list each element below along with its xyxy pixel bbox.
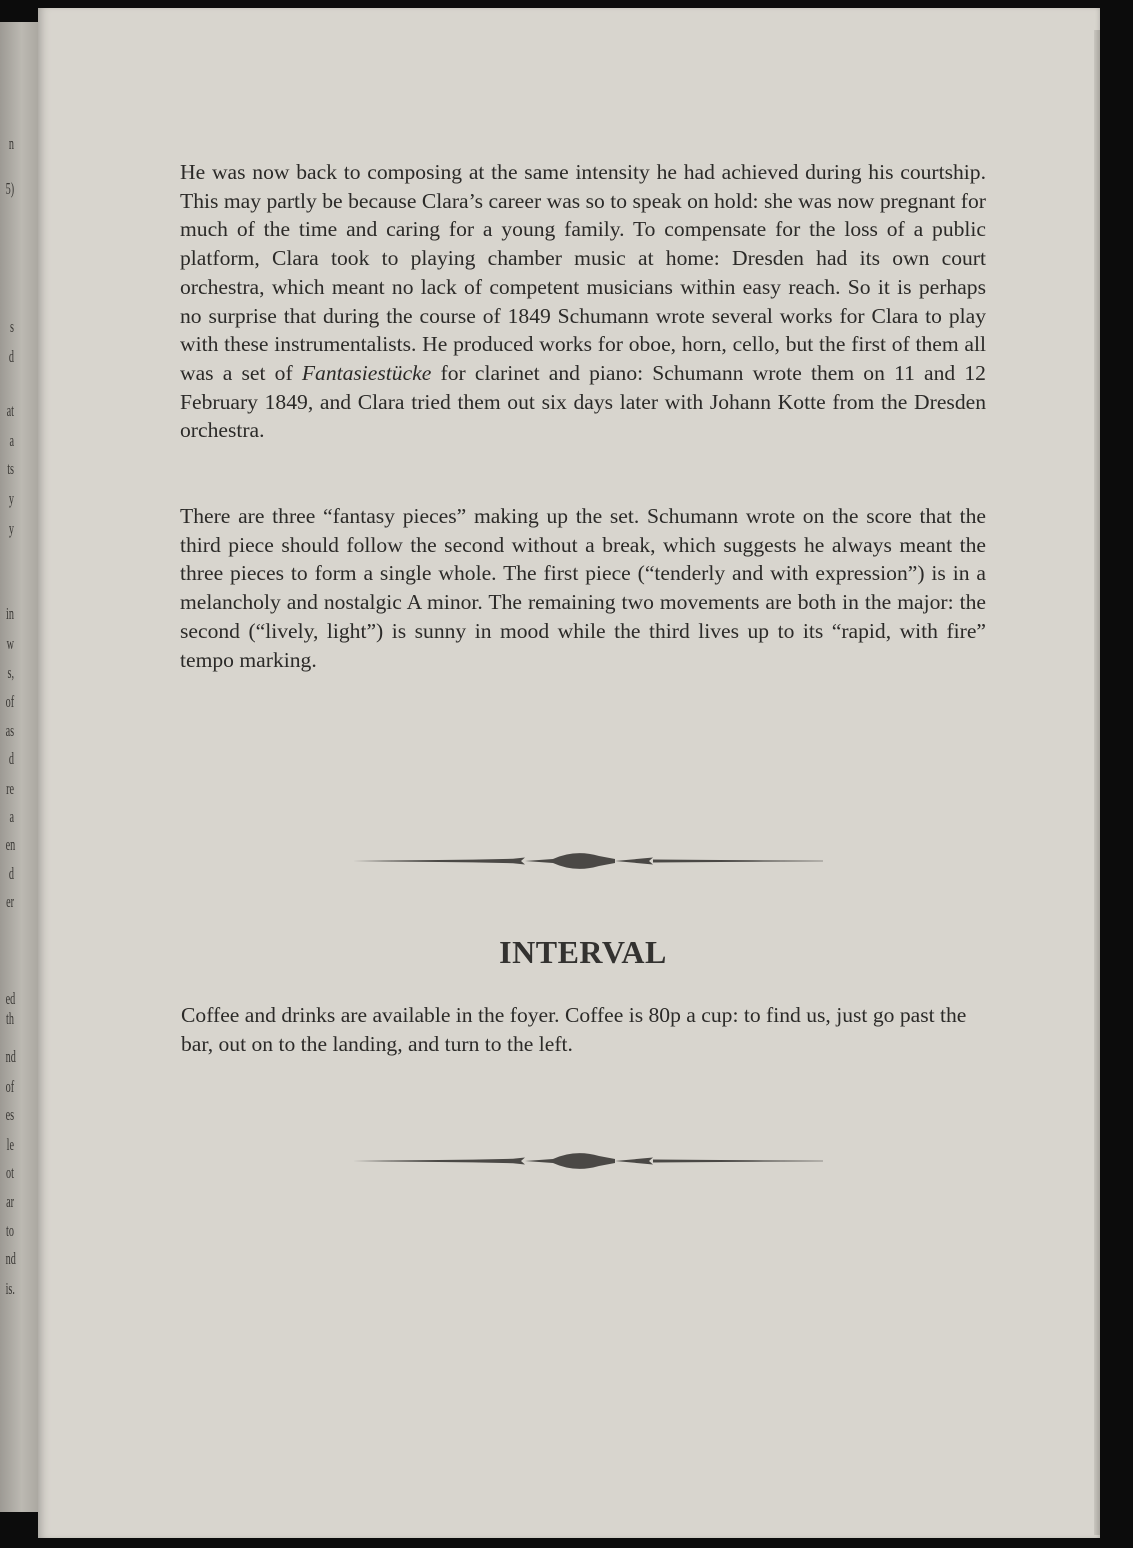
- previous-page-fragment: es: [5, 1105, 15, 1124]
- previous-page-fragment: re: [6, 779, 14, 798]
- previous-page-fragment: d: [8, 749, 14, 768]
- previous-page-fragment: ot: [6, 1163, 14, 1182]
- ornamental-divider-icon: [353, 846, 823, 876]
- previous-page-fragment: of: [5, 692, 15, 711]
- previous-page-fragment: of: [5, 1077, 15, 1096]
- previous-page-fragment: er: [6, 892, 14, 911]
- body-paragraph-2: There are three “fantasy pieces” making up the set. Schumann wrote on the score that the third piece should follow the second without a break, which suggests he always meant the three pieces to form a single whole. The first piece (“tenderly and with expression”) is in a melancholy and nostalgic A minor. The remaining two movements are both in the major: the second (“lively, light”) is sunny in mood while the third lives up to its “rapid, with fire” tempo marking.: [180, 504, 986, 672]
- previous-page-fragment: a: [9, 807, 14, 826]
- previous-page-fragment: nd: [5, 1249, 16, 1268]
- previous-page-fragment: w: [6, 634, 14, 653]
- previous-page-fragment: ed: [5, 989, 16, 1008]
- page-edge-shadow: [1094, 30, 1100, 1535]
- previous-page-fragment: nd: [5, 1047, 16, 1066]
- previous-page-fragment: ts: [7, 459, 14, 478]
- paragraph-1-text-end: for clarinet and piano: Schumann wrote them on 11 and 12 February 1849, and Clara tried them out six days later with Johann Kotte from the Dresden orchestra.: [180, 360, 986, 443]
- previous-page-fragment: as: [5, 721, 15, 740]
- previous-page-fragment: y: [8, 489, 14, 508]
- previous-page-fragment: d: [8, 347, 14, 366]
- previous-page-fragment: y: [8, 519, 14, 538]
- paragraph-1-text: He was now back to composing at the same intensity he had achieved during his courtship. This may partly be because Clara’s career was so to speak on hold: she was now pregnant for much of the time and caring for a young family. To compensate for the loss of a public platform, Clara took to playing chamber music at home: Dresden had its own court orchestra, which meant no lack of competent musicians within easy reach. So it is perhaps no surprise that during the course of 1849 Schumann wrote several works for Clara to play with these instrumentalists. He produced works for oboe, horn, cello, but the first of them all was a set of: [180, 160, 986, 385]
- previous-page-fragment: s,: [7, 663, 14, 682]
- previous-page-fragment: d: [8, 864, 14, 883]
- body-paragraph-1: [180, 158, 986, 445]
- previous-page-fragment: in: [6, 604, 14, 623]
- previous-page-fragment: ar: [6, 1192, 14, 1211]
- previous-page-fragment: at: [6, 401, 14, 420]
- previous-page-fragment: le: [6, 1135, 14, 1154]
- previous-page-fragment: en: [5, 835, 16, 854]
- ornamental-divider-icon: [353, 1146, 823, 1176]
- previous-page-fragment: s: [10, 317, 14, 336]
- previous-page-fragment: 5): [5, 179, 15, 198]
- interval-note: Coffee and drinks are available in the foyer. Coffee is 80p a cup: to find us, just go past the bar, out on to the landing, and turn to the left.: [181, 1003, 967, 1056]
- previous-page-fragment: to: [6, 1221, 14, 1240]
- previous-page-fragment: a: [9, 431, 14, 450]
- work-title-italic: Fantasiestücke: [301, 360, 432, 385]
- previous-page-fragment: n: [8, 134, 14, 153]
- previous-page-fragment: th: [6, 1009, 14, 1028]
- previous-page-fragment: is.: [5, 1279, 15, 1298]
- interval-heading: INTERVAL: [499, 934, 667, 970]
